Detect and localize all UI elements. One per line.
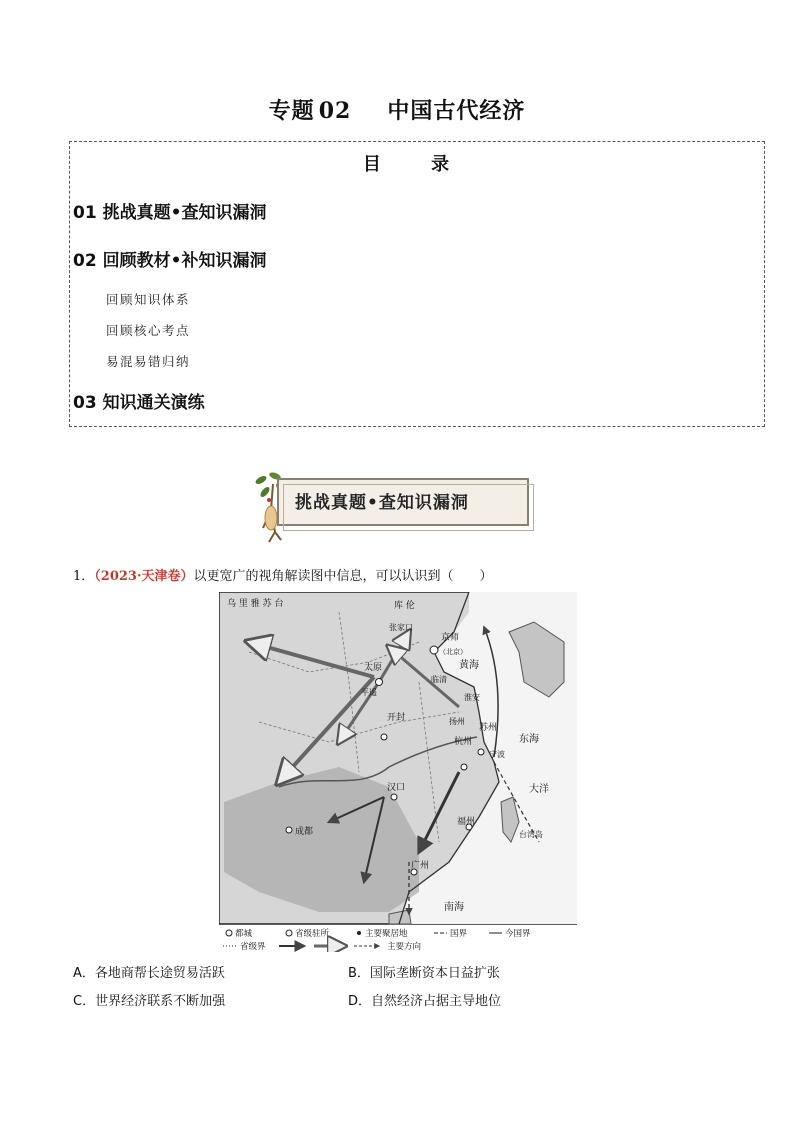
toc-section-01[interactable]: 01 挑战真题•查知识漏洞 (73, 203, 267, 223)
option-d[interactable]: D．自然经济占据主导地位 (348, 994, 502, 1009)
label-jingshi: 京师 (441, 633, 460, 643)
table-of-contents (69, 141, 765, 427)
city-marker (391, 794, 397, 800)
label-north: 乌 里 雅 苏 台 (227, 599, 284, 609)
label-taiyang: 大洋 (529, 784, 549, 795)
label-huanghai: 黄海 (459, 660, 479, 671)
city-marker (381, 734, 387, 740)
label-nanhai: 南海 (444, 902, 464, 913)
question-text: 以更宽广的视角解读图中信息，可以认识到（ ） (193, 569, 493, 584)
historical-trade-map (219, 592, 577, 952)
legend-provincial-border: 省级界 (240, 942, 266, 952)
label-yangzhou: 扬州 (449, 717, 465, 726)
label-fuzhou: 福州 (457, 817, 476, 827)
toc-subitem-core-points[interactable]: 回顾核心考点 (106, 323, 191, 338)
toc-section-02[interactable]: 02 回顾教材•补知识漏洞 (73, 251, 267, 271)
legend-settlement: 主要聚居地 (365, 929, 408, 939)
label-kulun: 库 伦 (394, 601, 415, 611)
city-marker (286, 827, 292, 833)
label-kaifeng: 开封 (387, 713, 406, 723)
option-a[interactable]: A．各地商帮长途贸易活跃 (73, 966, 225, 981)
label-hankou: 汉口 (387, 783, 406, 793)
label-beijing: （北京） (439, 648, 467, 656)
toc-section-03[interactable]: 03 知识通关演练 (73, 393, 205, 413)
label-donghai: 东海 (519, 734, 539, 745)
section-banner (245, 470, 537, 540)
city-marker (478, 749, 484, 755)
question-source: （2023·天津卷） (94, 569, 194, 584)
legend-direction: 主要方向 (387, 942, 422, 952)
legend-border: 国界 (450, 929, 468, 939)
title-prefix: 专题 (268, 98, 315, 124)
title-name: 中国古代经济 (387, 98, 526, 124)
label-taiwan: 台湾岛 (519, 830, 543, 839)
city-marker (376, 679, 383, 686)
question-1 (73, 565, 493, 584)
map-legend (223, 928, 531, 952)
title-number: 02 (318, 98, 352, 124)
toc-subitem-common-errors[interactable]: 易混易错归纳 (106, 354, 191, 369)
option-b[interactable]: B．国际垄断资本日益扩张 (348, 966, 500, 981)
legend-capital: 都城 (235, 929, 253, 939)
page-title (0, 94, 794, 125)
legend-modern-border: 今国界 (505, 929, 531, 939)
legend-province-seat: 省级驻所 (295, 929, 330, 939)
city-marker (430, 646, 438, 654)
label-hangzhou: 杭州 (454, 737, 473, 747)
city-marker (461, 764, 467, 770)
banner-title: 挑战真题•查知识漏洞 (295, 493, 469, 513)
label-linqing: 临清 (431, 675, 447, 684)
question-number: 1． (73, 569, 95, 584)
label-huaian: 淮安 (464, 693, 480, 702)
label-zhangjiakou: 张家口 (389, 623, 413, 632)
label-taiyuan: 太原 (364, 663, 383, 673)
toc-heading: 目 录 (362, 154, 472, 175)
option-c[interactable]: C．世界经济联系不断加强 (73, 994, 226, 1009)
label-guangzhou: 广州 (411, 861, 430, 871)
label-ningbo: 宁波 (489, 750, 505, 759)
label-pingyao: 平遥 (361, 688, 377, 697)
label-suzhou: 苏州 (479, 723, 498, 733)
label-chengdu: 成都 (295, 827, 314, 837)
toc-subitem-knowledge-system[interactable]: 回顾知识体系 (106, 292, 191, 307)
